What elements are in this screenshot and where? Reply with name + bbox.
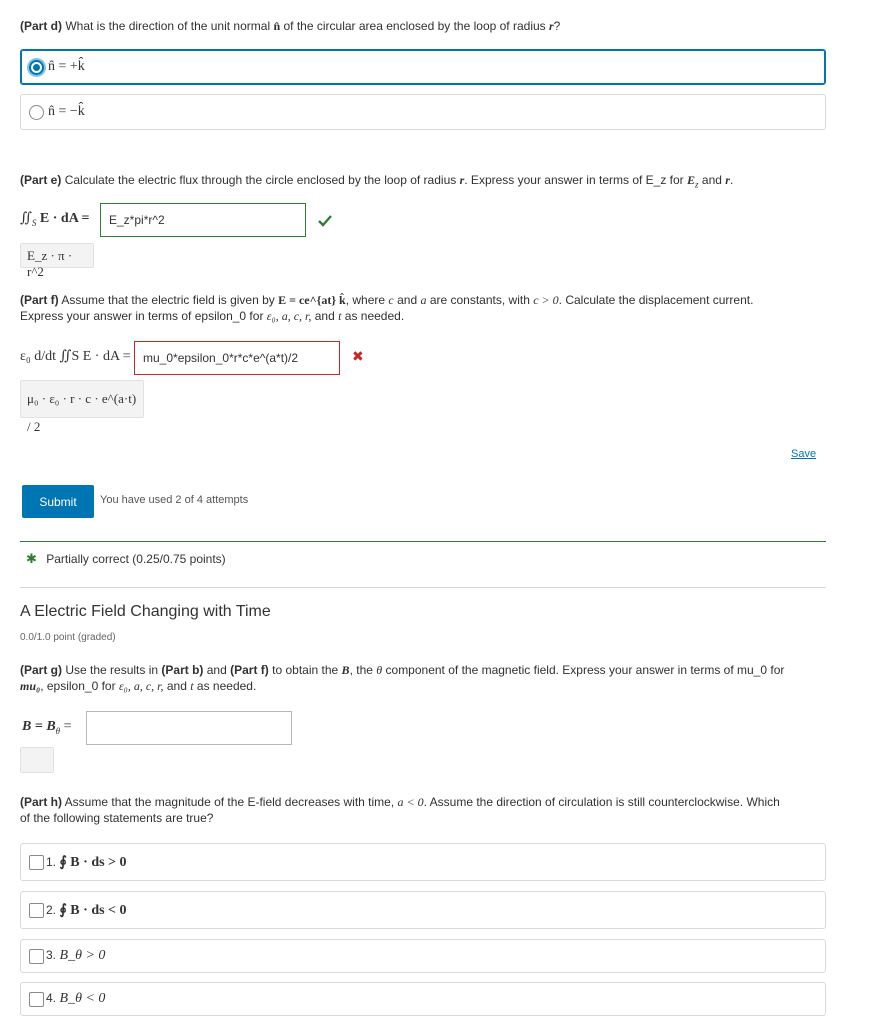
checkbox-option-1[interactable]	[20, 843, 826, 881]
option-number: 2.	[46, 902, 57, 917]
divider	[20, 587, 826, 588]
checkbox-option-2[interactable]	[20, 891, 826, 929]
option-number: 3.	[46, 948, 57, 962]
part-f-preview: μ₀ · ε₀ · r · c · e^(a·t) / 2	[20, 380, 144, 418]
question-text: What is the direction of the unit normal	[65, 19, 271, 33]
part-h-prompt	[20, 794, 830, 826]
choice-label	[46, 991, 105, 1007]
part-g-prompt	[20, 662, 830, 694]
math-sub: S	[31, 217, 37, 228]
question-text: and	[206, 663, 227, 677]
question-text: . Express your answer in terms of E_z for	[464, 173, 684, 187]
checkbox-icon[interactable]	[29, 855, 44, 870]
math-expr: c > 0	[533, 293, 559, 307]
part-e-equation-label	[20, 210, 90, 228]
status-line	[26, 551, 226, 567]
question-text: are constants, with	[429, 293, 530, 307]
question-text: Use the results in	[65, 663, 159, 677]
part-g-equation-label	[22, 719, 71, 736]
question-text: Assume that the electric field is given by	[61, 293, 275, 307]
choice-label	[46, 948, 105, 964]
question-text: , the	[349, 663, 373, 677]
question-text: to obtain the	[272, 663, 339, 677]
part-label: (Part d)	[20, 19, 62, 33]
part-f-prompt	[20, 292, 830, 324]
question-text: as needed.	[344, 309, 405, 323]
checkbox-icon[interactable]	[29, 992, 44, 1007]
math-var: a	[420, 293, 427, 307]
radio-selected-icon[interactable]	[29, 60, 44, 75]
math-var: r	[725, 173, 730, 187]
submit-button[interactable]: Submit	[22, 485, 94, 518]
option-math: B_θ < 0	[59, 991, 106, 1006]
part-g-preview	[20, 747, 54, 773]
math-var: c	[388, 293, 394, 307]
question-text: component of the magnetic field. Express your answer in terms of mu_0 for	[385, 663, 785, 677]
math-var: mu₀	[20, 679, 41, 693]
question-text: , epsilon_0 for	[40, 679, 116, 693]
option-math: B_θ > 0	[59, 948, 106, 963]
choice-label	[46, 902, 127, 919]
part-label: (Part f)	[20, 293, 59, 307]
option-number: 4.	[46, 991, 57, 1005]
math-sub: θ	[55, 725, 61, 736]
question-text: of the circular area enclosed by the loop of radius	[283, 19, 546, 33]
question-text: of the following statements are true?	[20, 811, 214, 825]
question-text: Calculate the electric flux through the circle enclosed by the loop of radius	[64, 173, 457, 187]
part-d-prompt	[20, 18, 830, 34]
radio-icon[interactable]	[29, 105, 44, 120]
math-expr: B = B	[22, 719, 56, 734]
question-text: .	[729, 173, 734, 187]
question-text: Express your answer in terms of epsilon_0 for	[20, 309, 264, 323]
math-var: θ	[376, 663, 383, 677]
math-integral: ∬	[20, 211, 32, 226]
partial-star-icon: ✱	[26, 551, 37, 566]
divider	[20, 541, 826, 542]
question-ref: (Part f)	[230, 663, 269, 677]
choice-label: n̂ = +k̂	[48, 59, 85, 74]
math-var: r	[549, 19, 554, 33]
question-text: . Calculate the displacement current.	[558, 293, 754, 307]
option-number: 1.	[46, 854, 57, 869]
part-f-answer-input[interactable]: mu_0*epsilon_0*r*c*e^(a*t)/2	[134, 341, 340, 375]
option-math: ∮ B · ds < 0	[59, 902, 127, 918]
math-expr: E = ce^{at} k̂	[278, 293, 346, 307]
save-link[interactable]: Save	[791, 448, 817, 460]
math-expr: E · dA =	[39, 211, 90, 226]
choice-label	[46, 854, 127, 871]
math-var: ε₀	[266, 309, 276, 323]
section-title: A Electric Field Changing with Time	[20, 603, 271, 620]
status-text: Partially correct (0.25/0.75 points)	[46, 552, 226, 566]
math-symbol: n̂	[273, 19, 281, 33]
part-e-answer-input[interactable]: E_z*pi*r^2	[100, 203, 306, 237]
option-math: ∮ B · ds > 0	[59, 854, 127, 870]
question-ref: (Part b)	[161, 663, 204, 677]
checkbox-icon[interactable]	[29, 949, 44, 964]
part-label: (Part h)	[20, 795, 62, 809]
math-var: , a, c, r,	[275, 309, 312, 323]
choice-label: n̂ = −k̂	[48, 104, 85, 119]
part-e-preview: E_z · π · r^2	[20, 243, 94, 268]
checkbox-option-3[interactable]	[20, 939, 826, 973]
math-var: t	[338, 309, 342, 323]
question-text: and	[701, 173, 722, 187]
question-text: and	[314, 309, 335, 323]
question-text: and	[397, 293, 418, 307]
section-subtitle: 0.0/1.0 point (graded)	[20, 632, 116, 643]
checkbox-icon[interactable]	[29, 903, 44, 918]
math-var: , a, c, r,	[127, 679, 164, 693]
question-text: Assume that the magnitude of the E-field decreases with time,	[64, 795, 395, 809]
math-var: E	[687, 173, 696, 187]
math-var: r	[459, 173, 465, 187]
choice-n-plus-k[interactable]	[20, 49, 826, 85]
attempts-text: You have used 2 of 4 attempts	[100, 494, 249, 506]
check-icon	[318, 215, 332, 227]
math-sub: z	[695, 179, 699, 190]
math-var: t	[190, 679, 194, 693]
math-var: B	[341, 663, 350, 677]
part-label: (Part g)	[20, 663, 62, 677]
question-text: ?	[553, 19, 561, 33]
question-text: and	[166, 679, 187, 693]
part-label: (Part e)	[20, 173, 62, 187]
question-text: . Assume the direction of circulation is still counterclockwise. Which	[423, 795, 780, 809]
math-expr: a < 0	[397, 795, 424, 809]
choice-n-minus-k[interactable]	[20, 94, 826, 130]
part-f-equation-label: ε₀ d/dt ∬S E · dA =	[20, 349, 131, 364]
part-e-prompt	[20, 172, 830, 192]
math-expr: =	[63, 719, 72, 734]
part-g-answer-input[interactable]	[86, 711, 292, 745]
question-text: as needed.	[196, 679, 257, 693]
math-var: ε₀	[118, 679, 128, 693]
checkbox-option-4[interactable]	[20, 982, 826, 1016]
question-text: , where	[345, 293, 386, 307]
x-icon: ✖	[352, 348, 364, 364]
